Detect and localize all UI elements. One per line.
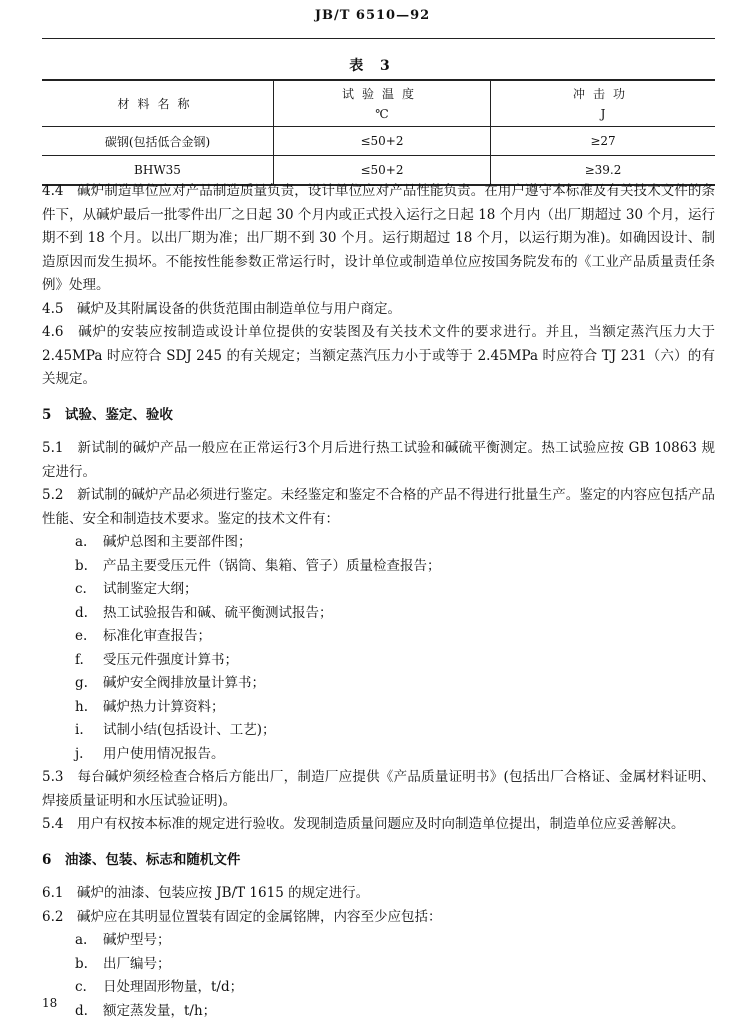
header-impact-energy [491,80,716,127]
cell-material: BHW35 [42,156,274,186]
list-item-label: c. [75,979,87,995]
clause-4-5: 4.5 碱炉及其附属设备的供货范围由制造单位与用户商定。 [42,300,401,317]
section-6-heading: 6 油漆、包装、标志和随机文件 [42,851,241,868]
clause-5-3: 5.3 每台碱炉须经检查合格后方能出厂，制造厂应提供《产品质量证明书》(包括出厂合格证、金属材料证明、焊接质量证明和水压试验证明)。 [42,769,715,809]
header-impact-energy-label: 冲击功 [572,86,633,101]
clause-6-2: 6.2 碱炉应在其明显位置装有固定的金属铭牌，内容至少应包括： [42,908,442,925]
header-impact-energy-unit: J [600,106,606,121]
document-header-code: JB/T 6510—92 [314,8,431,23]
list-item-label: f. [75,651,84,668]
header-test-temperature-unit: ℃ [375,106,389,121]
list-item-text: 碱炉安全阀排放量计算书； [103,675,265,691]
list-item-text: 碱炉型号； [103,932,171,948]
list-item-text: 试制鉴定大纲； [103,581,198,597]
list-item-label: c. [75,581,87,597]
list-item-label: g. [75,675,88,691]
cell-temperature: ≤50+2 [274,156,491,186]
list-item-label: b. [75,955,88,972]
list-item-text: 出厂编号； [103,955,171,972]
list-item-text: 受压元件强度计算书； [103,651,238,668]
list-item-text: 日处理固形物量，t/d； [103,979,244,995]
list-item [42,696,715,720]
list-item-text: 碱炉总图和主要部件图； [103,534,252,550]
cell-temperature: ≤50+2 [274,127,491,156]
list-item [42,672,715,696]
list-item [42,555,715,579]
header-test-temperature-label: 试验温度 [341,86,422,101]
header-rule [42,38,715,39]
clause-5-1: 5.1 新试制的碱炉产品一般应在正常运行3个月后进行热工试验和碱硫平衡测定。热工试验应按 GB 10863 规定进行。 [42,440,715,480]
list-item [42,929,715,953]
cell-material: 碳钢(包括低合金钢) [42,127,274,156]
list-item-label: b. [75,557,88,574]
clause-4-4: 4.4 碱炉制造单位应对产品制造质量负责，设计单位应对产品性能负责。在用户遵守本标准及有关技术文件的条件下，从碱炉最后一批零件出厂之日起 30 个月内或正式投入运行之日起 18 个月内（出厂期超过 30 个月，运行期不到 18 个月。以出厂期为准；出厂期不到 30 个月。运行期超过 18 个月，以运行期为准)。如确因设计、制造原因而发生损坏。不能按性能参数正常运行时，设计单位或制造单位应按国务院发布的《工业产品质量责任条例》处理。 [42,183,715,293]
list-item [42,976,715,1000]
list-item-text: 试制小结(包括设计、工艺)； [103,722,276,738]
section-5-heading: 5 试验、鉴定、验收 [42,406,173,423]
list-item [42,602,715,626]
list-item-text: 用户使用情况报告。 [103,745,225,762]
list-item-label: d. [75,1002,88,1019]
list-item [42,649,715,673]
list-item-label: d. [75,604,88,621]
list-item [42,578,715,602]
header-material-name: 材料名称 [42,80,274,127]
clause-5-4: 5.4 用户有权按本标准的规定进行验收。发现制造质量问题应及时向制造单位提出，制造单位应妥善解决。 [42,816,685,832]
document-body [42,180,715,1023]
list-item-label: i. [75,722,84,738]
table-header-row [42,80,715,127]
cell-impact: ≥39.2 [491,156,716,186]
list-item [42,743,715,767]
list-item-text: 额定蒸发量，t/h； [103,1002,217,1019]
table-caption: 表 3 [349,58,396,74]
list-item [42,625,715,649]
clause-6-2-list [42,929,715,1023]
list-item-label: h. [75,698,88,715]
list-item-label: j. [75,745,84,762]
cell-impact: ≥27 [491,127,716,156]
list-item-label: a. [75,932,88,948]
clause-5-2-list [42,531,715,766]
impact-test-table [42,79,715,186]
table-row [42,127,715,156]
list-item-label: e. [75,628,88,644]
list-item [42,531,715,555]
clause-6-1: 6.1 碱炉的油漆、包装应按 JB/T 1615 的规定进行。 [42,885,370,901]
list-item-text: 热工试验报告和碱、硫平衡测试报告； [103,604,333,621]
list-item-text: 碱炉热力计算资料； [103,698,225,715]
list-item-text: 产品主要受压元件（锅筒、集箱、管子）质量检查报告； [103,557,441,574]
clause-5-2: 5.2 新试制的碱炉产品必须进行鉴定。未经鉴定和鉴定不合格的产品不得进行批量生产。鉴定的内容应包括产品性能、安全和制造技术要求。鉴定的技术文件有： [42,487,715,527]
clause-4-6: 4.6 碱炉的安装应按制造或设计单位提供的安装图及有关技术文件的要求进行。并且，当额定蒸汽压力大于 2.45MPa 时应符合 SDJ 245 的有关规定；当额定蒸汽压力小于或等于 2.45MPa 时应符合 TJ 231（六）的有关规定。 [42,324,715,387]
list-item [42,719,715,743]
page-number: 18 [42,996,58,1010]
list-item [42,953,715,977]
list-item-text: 标准化审查报告； [103,628,211,644]
header-test-temperature [274,80,491,127]
list-item [42,1000,715,1024]
list-item-label: a. [75,534,88,550]
